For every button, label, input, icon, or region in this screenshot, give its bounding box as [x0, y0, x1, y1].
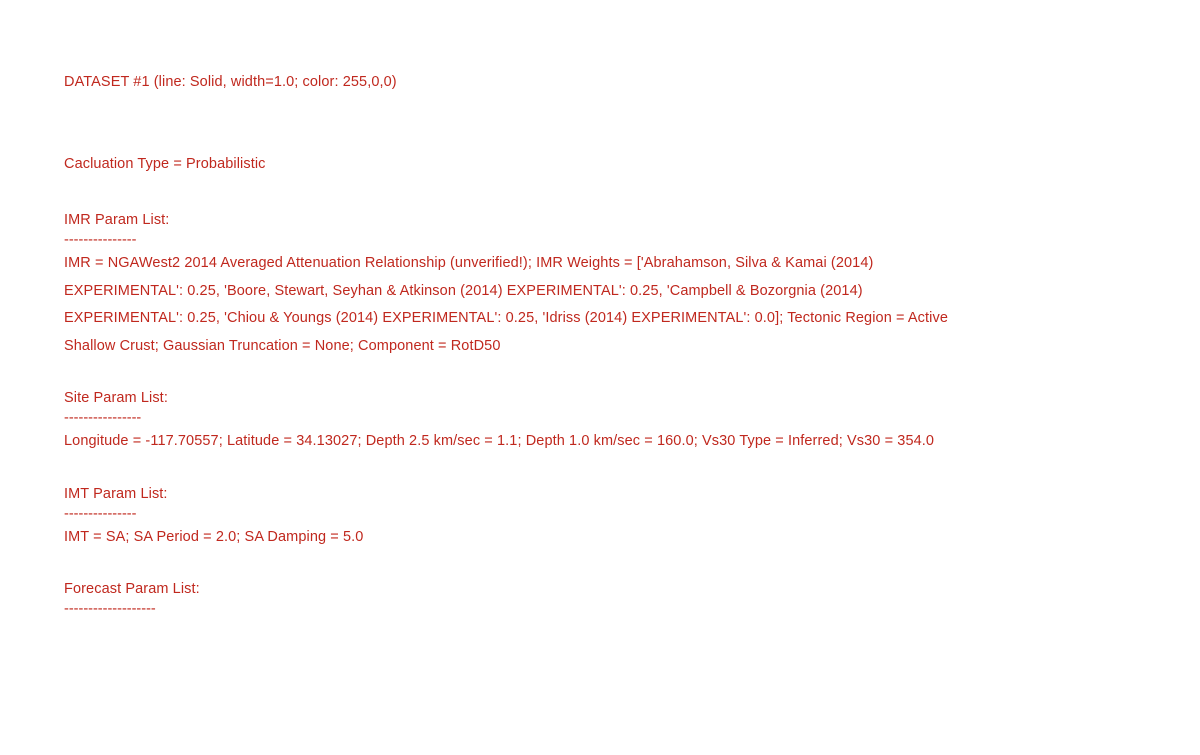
site-param-line: Longitude = -117.70557; Latitude = 34.13027; Depth 2.5 km/sec = 1.1; Depth 1.0 km/sec = 160.0; Vs30 Type = Inferred; Vs30 = 354.0 — [64, 433, 935, 449]
imr-param-line: Shallow Crust; Gaussian Truncation = None; Component = RotD50 — [64, 337, 501, 354]
imt-param-title: IMT Param List: — [64, 485, 168, 502]
forecast-param-rule: ------------------- — [64, 601, 156, 617]
spacer — [64, 551, 1154, 579]
spacer — [64, 456, 1154, 484]
site-param-section — [64, 388, 1154, 456]
dataset-header-block — [64, 72, 1154, 92]
forecast-param-title: Forecast Param List: — [64, 581, 200, 597]
imt-param-body — [64, 524, 1154, 552]
imr-param-section — [64, 210, 1154, 360]
site-param-rule: ---------------- — [64, 410, 142, 426]
dataset-header: DATASET #1 (line: Solid, width=1.0; color: 255,0,0) — [64, 74, 397, 90]
imr-param-line: EXPERIMENTAL': 0.25, 'Boore, Stewart, Seyhan & Atkinson (2014) EXPERIMENTAL': 0.25, 'Campbell & Bozorgnia (2014) — [64, 282, 863, 299]
imt-param-rule: --------------- — [64, 505, 137, 522]
spacer — [64, 360, 1154, 388]
calculation-type-block — [64, 154, 1154, 174]
imr-param-title: IMR Param List: — [64, 212, 170, 228]
spacer — [64, 174, 1154, 210]
site-param-title: Site Param List: — [64, 390, 168, 406]
dataset-metadata-text — [64, 72, 1154, 619]
imr-param-body — [64, 250, 1154, 360]
site-param-body — [64, 428, 1154, 456]
calculation-type: Cacluation Type = Probabilistic — [64, 156, 266, 172]
imt-param-section — [64, 484, 1154, 552]
imr-param-line: EXPERIMENTAL': 0.25, 'Chiou & Youngs (2014) EXPERIMENTAL': 0.25, 'Idriss (2014) EXPERIMENTAL': 0.0]; Tectonic Region = Active — [64, 310, 948, 326]
spacer — [64, 92, 1154, 154]
imr-param-line: IMR = NGAWest2 2014 Averaged Attenuation Relationship (unverified!); IMR Weights = ['Abrahamson, Silva & Kamai (2014) — [64, 255, 874, 271]
imt-param-line: IMT = SA; SA Period = 2.0; SA Damping = 5.0 — [64, 528, 364, 545]
forecast-param-section — [64, 579, 1154, 619]
imr-param-rule: --------------- — [64, 232, 137, 248]
